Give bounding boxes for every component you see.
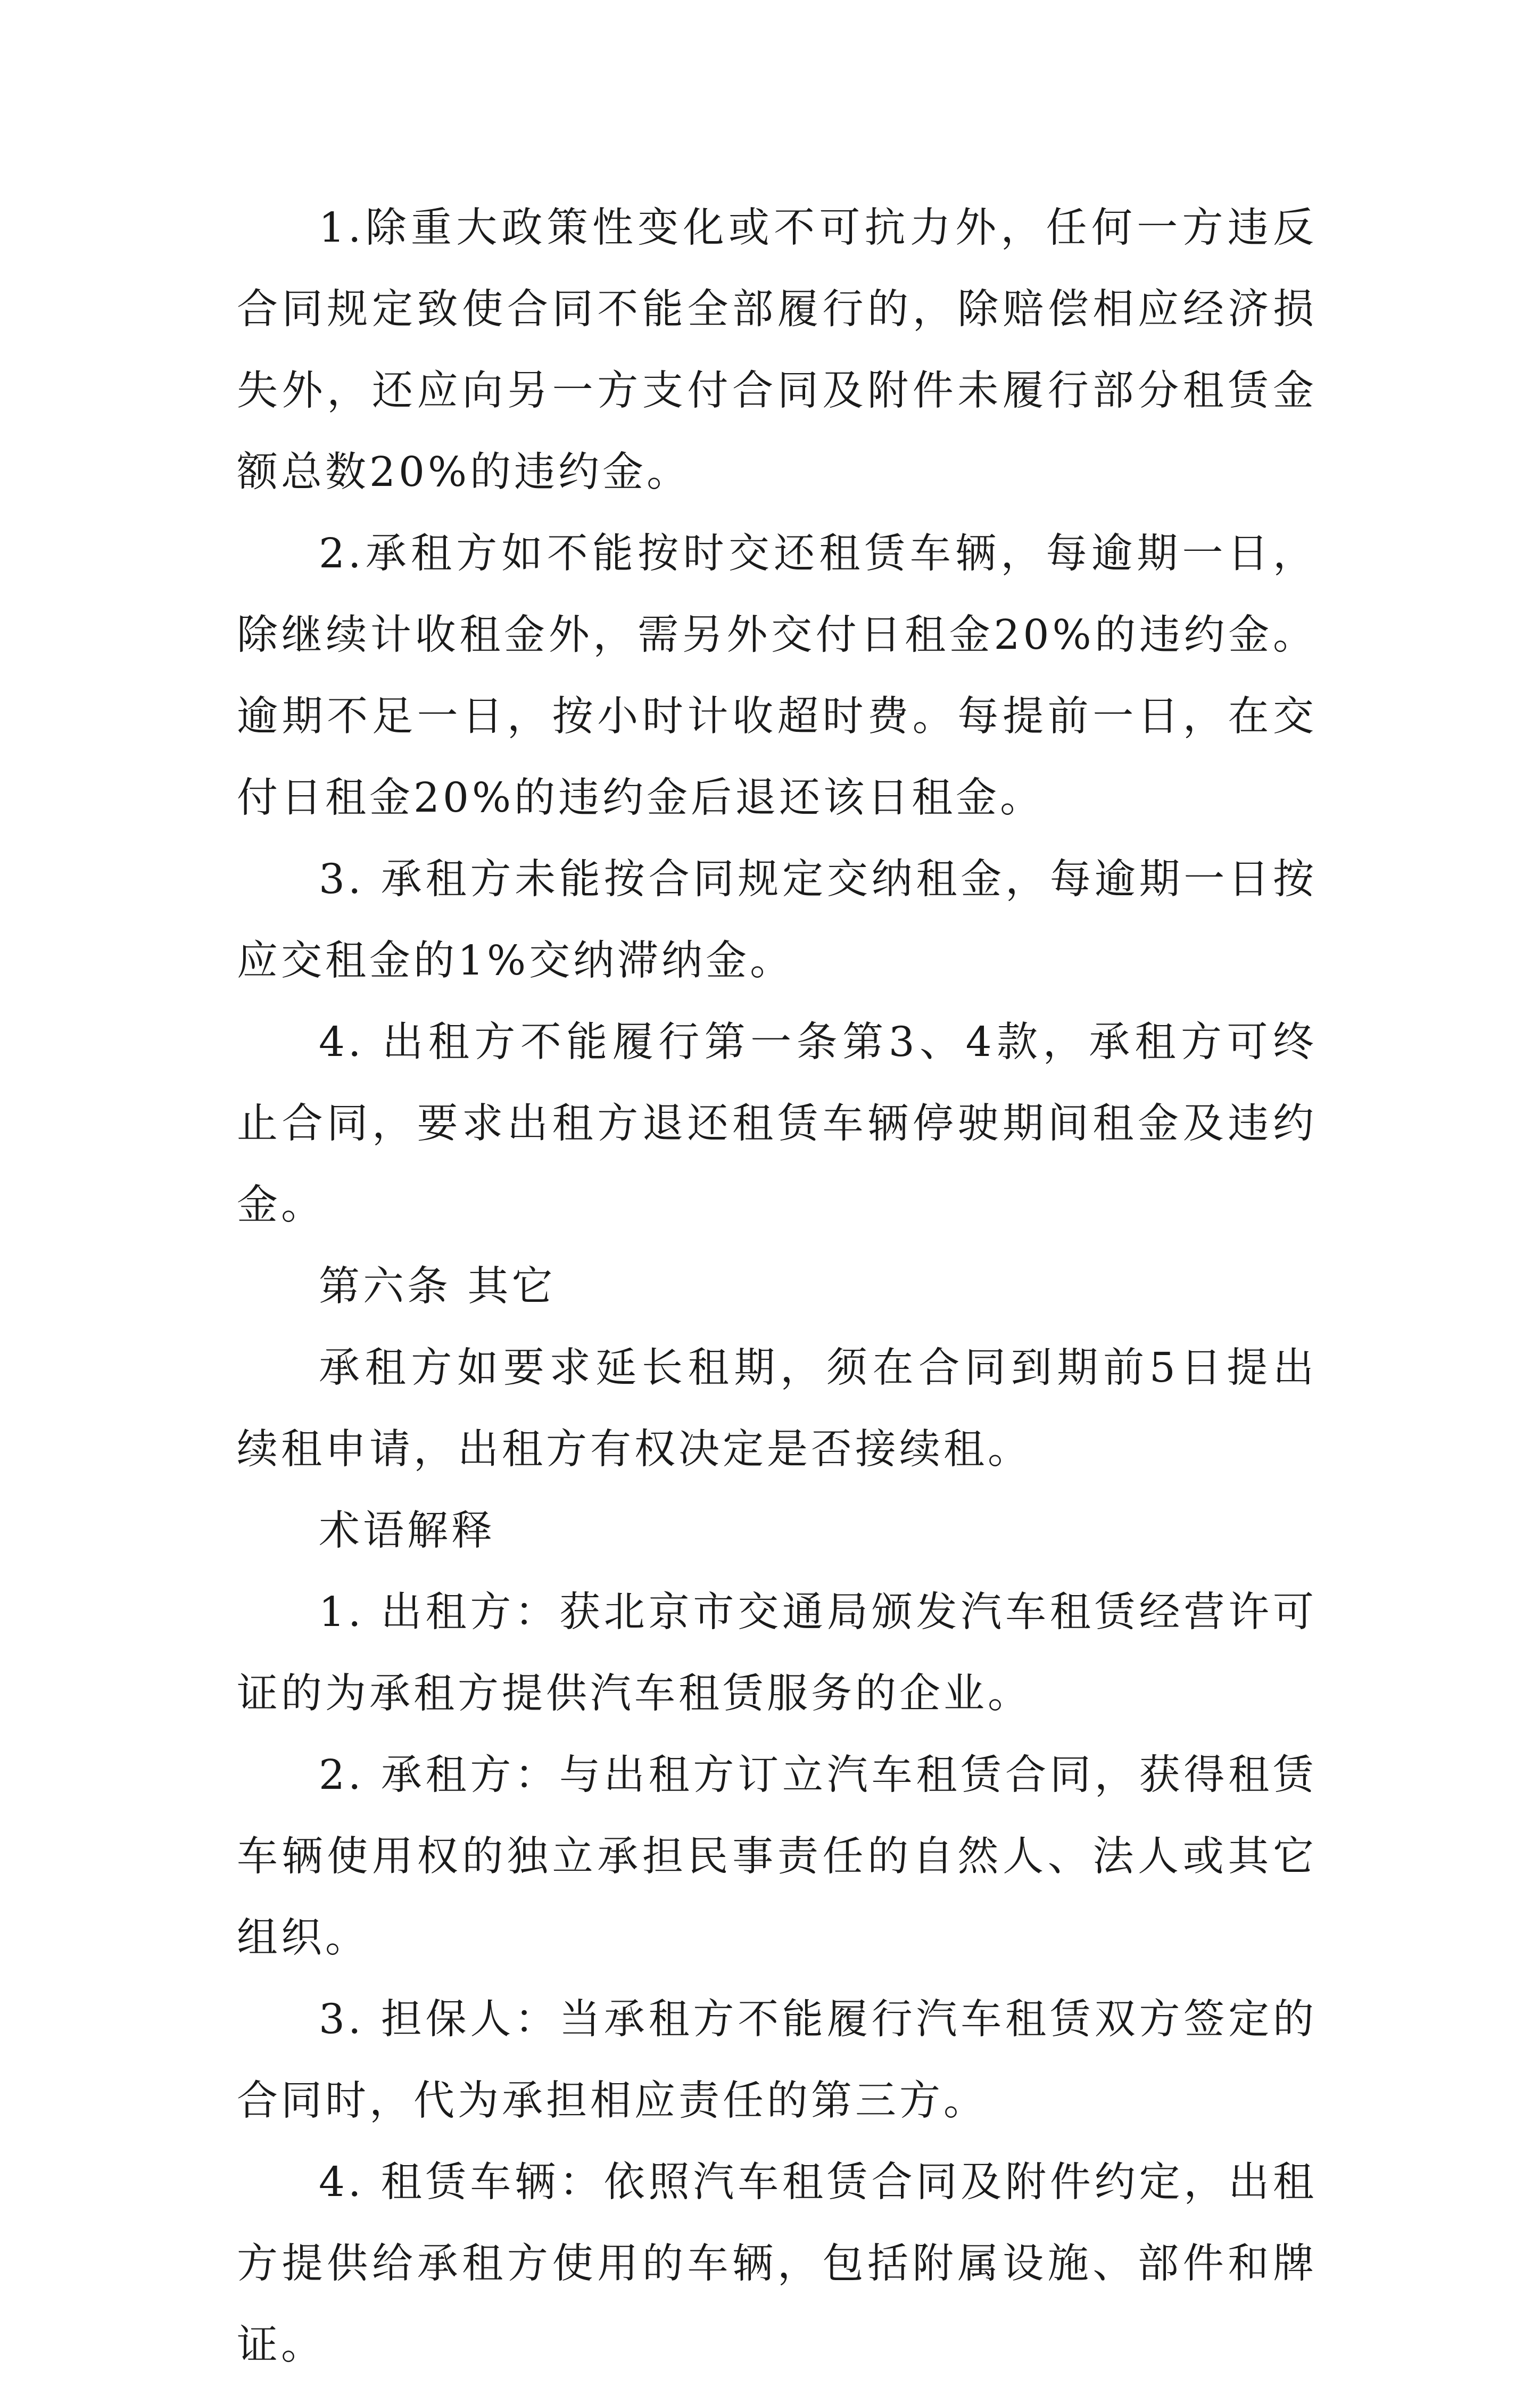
clause-penalty-2: 2.承租方如不能按时交还租赁车辆，每逾期一日，除继续计收租金外，需另外交付日租金20%的违约金。逾期不足一日，按小时计收超时费。每提前一日，在交付日租金20%的违约金后退还该日租金。 <box>237 530 1317 822</box>
document-body <box>237 187 1317 2386</box>
glossary-item-guarantor: 3. 担保人：当承租方不能履行汽车租赁双方签定的合同时，代为承担相应责任的第三方。 <box>237 1996 1317 2125</box>
article-six-text: 承租方如要求延长租期，须在合同到期前5日提出续租申请，出租方有权决定是否接续租。 <box>237 1344 1317 1473</box>
clause-penalty-1: 1.除重大政策性变化或不可抗力外，任何一方违反合同规定致使合同不能全部履行的，除赔偿相应经济损失外，还应向另一方支付合同及附件未履行部分租赁金额总数20%的违约金。 <box>237 204 1317 496</box>
article-six-heading: 第六条 其它 <box>319 1263 556 1310</box>
glossary-heading: 术语解释 <box>319 1507 495 1555</box>
clause-penalty-3: 3. 承租方未能按合同规定交纳租金，每逾期一日按应交租金的1%交纳滞纳金。 <box>237 856 1317 985</box>
glossary-item-lessor: 1. 出租方：获北京市交通局颁发汽车租赁经营许可证的为承租方提供汽车租赁服务的企业。 <box>237 1589 1317 1718</box>
glossary-item-vehicle: 4. 租赁车辆：依照汽车租赁合同及附件约定，出租方提供给承租方使用的车辆，包括附属设施、部件和牌证。 <box>237 2159 1317 2369</box>
glossary-item-lessee: 2. 承租方：与出租方订立汽车租赁合同，获得租赁车辆使用权的独立承担民事责任的自然人、法人或其它组织。 <box>237 1752 1317 1962</box>
clause-penalty-4: 4. 出租方不能履行第一条第3、4款，承租方可终止合同，要求出租方退还租赁车辆停驶期间租金及违约金。 <box>237 1019 1317 1229</box>
